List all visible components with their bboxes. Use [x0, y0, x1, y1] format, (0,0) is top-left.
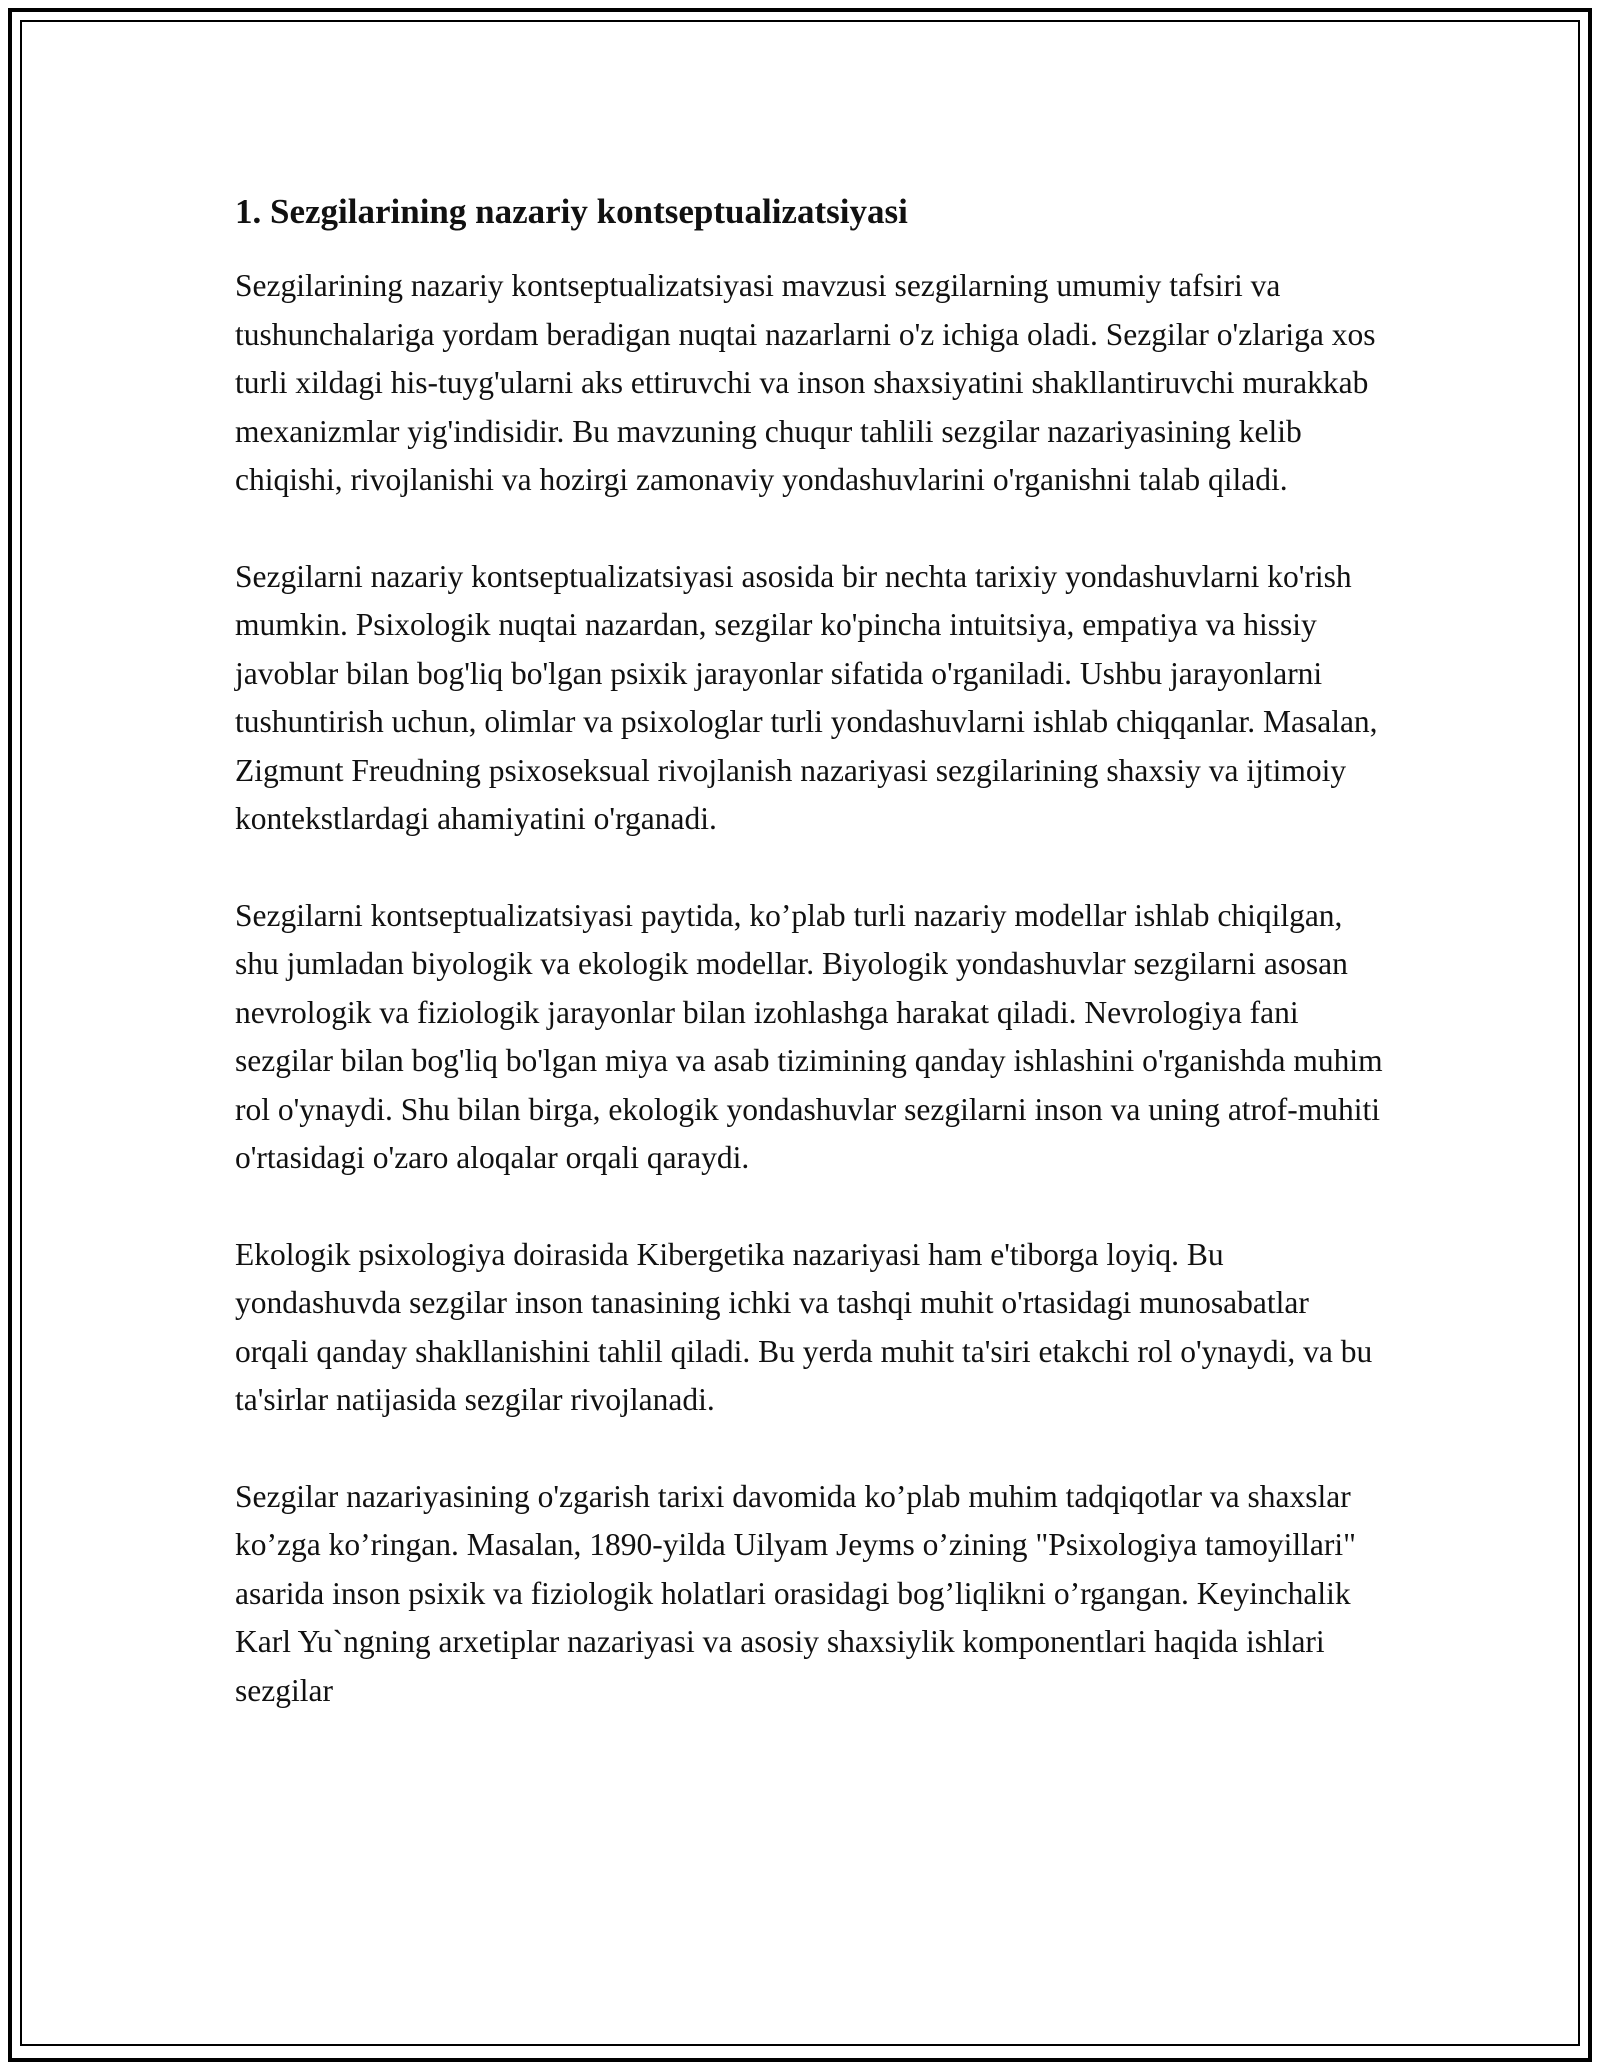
section-title: 1. Sezgilarining nazariy kontseptualizatsiyasi — [235, 192, 908, 231]
paragraph-5: Sezgilar nazariyasining o'zgarish tarixi davomida ko’plab muhim tadqiqotlar va shaxslar ko’zga ko’ringan. Masalan, 1890-yilda Uilyam Jeyms o’zining "Psixologiya tamoyillari" asarida inson psixik va fiziologik holatlari orasidagi bog’liqlikni o’rgangan. Keyinchalik Karl Yu`ngning arxetiplar nazariyasi va asosiy shaxsiylik komponentlari haqida ishlari sezgilar — [235, 1478, 1357, 1708]
paragraph-2: Sezgilarni nazariy kontseptualizatsiyasi asosida bir nechta tarixiy yondashuvlarni ko'rish mumkin. Psixologik nuqtai nazardan, sezgilar ko'pincha intuitsiya, empatiya va hissiy javoblar bilan bog'liq bo'lgan psixik jarayonlar sifatida o'rganiladi. Ushbu jarayonlarni tushuntirish uchun, olimlar va psixologlar turli yondashuvlarni ishlab chiqqanlar. Masalan, Zigmunt Freudning psixoseksual rivojlanish nazariyasi sezgilarining shaxsiy va ijtimoiy kontekstlardagi ahamiyatini o'rganadi. — [235, 558, 1378, 836]
paragraph-1: Sezgilarining nazariy kontseptualizatsiyasi mavzusi sezgilarning umumiy tafsiri va tushunchalariga yordam beradigan nuqtai nazarlarni o'z ichiga oladi. Sezgilar o'zlariga xos turli xildagi his-tuyg'ularni aks ettiruvchi va inson shaxsiyatini shakllantiruvchi murakkab mexanizmlar yig'indisidir. Bu mavzuning chuqur tahlili sezgilar nazariyasining kelib chiqishi, rivojlanishi va hozirgi zamonaviy yondashuvlarini o'rganishni talab qiladi. — [235, 268, 1376, 497]
paragraph-4: Ekologik psixologiya doirasida Kibergetika nazariyasi ham e'tiborga loyiq. Bu yondashuvda sezgilar inson tanasining ichki va tashqi muhit o'rtasidagi munosabatlar orqali qanday shakllanishini tahlil qiladi. Bu yerda muhit ta'siri etakchi rol o'ynaydi, va bu ta'sirlar natijasida sezgilar rivojlanadi. — [235, 1236, 1373, 1417]
document-body — [235, 188, 1385, 1763]
paragraph-3: Sezgilarni kontseptualizatsiyasi paytida, ko’plab turli nazariy modellar ishlab chiqilgan, shu jumladan biyologik va ekologik modellar. Biyologik yondashuvlar sezgilarni asosan nevrologik va fiziologik jarayonlar bilan izohlashga harakat qiladi. Nevrologiya fani sezgilar bilan bog'liq bo'lgan miya va asab tizimining qanday ishlashini o'rganishda muhim rol o'ynaydi. Shu bilan birga, ekologik yondashuvlar sezgilarni inson va uning atrof-muhiti o'rtasidagi o'zaro aloqalar orqali qaraydi. — [235, 897, 1383, 1175]
